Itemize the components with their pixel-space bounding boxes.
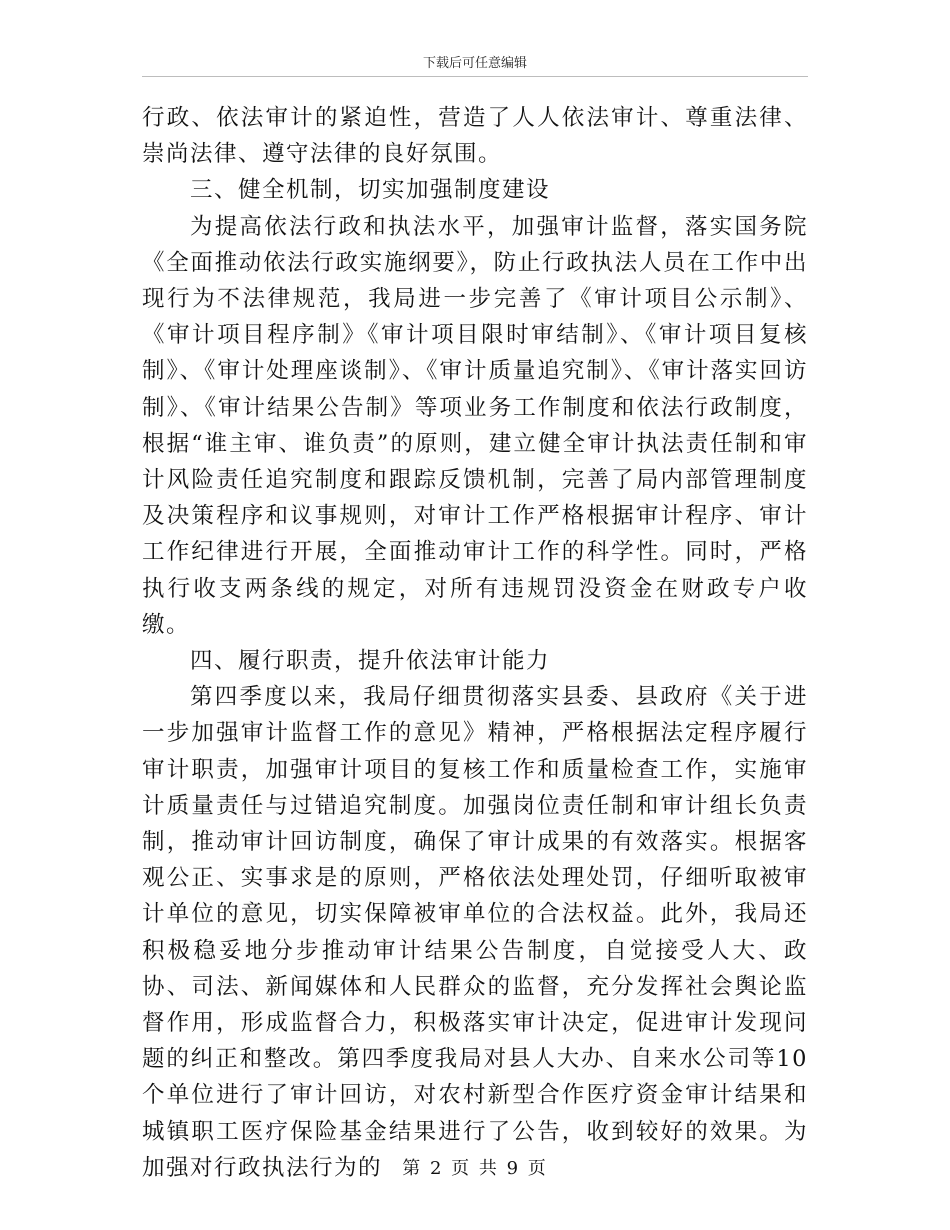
- paragraph-continuation: 行政、依法审计的紧迫性，营造了人人依法审计、尊重法律、崇尚法律、遵守法律的良好氛围。: [142, 105, 808, 168]
- paragraph-duties: 第四季度以来，我局仔细贯彻落实县委、县政府《关于进一步加强审计监督工作的意见》精神，严格根据法定程序履行审计职责，加强审计项目的复核工作和质量检查工作，实施审计质量责任与过错追究制度。加强岗位责任制和审计组长负责制，推动审计回访制度，确保了审计成果的有效落实。根据客观公正、实事求是的原则，严格依法处理处罚，仔细听取被审计单位的意见，切实保障被审单位的合法权益。此外，我局还积极稳妥地分步推动审计结果公告制度，自觉接受人大、政协、司法、新闻媒体和人民群众的监督，充分发挥社会舆论监督作用，形成监督合力，积极落实审计决定，促进审计发现问题的纠正和整改。第四季度我局对县人大办、自来水公司等10个单位进行了审计回访，对农村新型合作医疗资金审计结果和城镇职工医疗保险基金结果进行了公告，收到较好的效果。为加强对行政执法行为的: [142, 684, 808, 1181]
- section-heading-4: 四、履行职责，提升依法审计能力: [190, 648, 551, 675]
- paragraph-mechanism: 为提高依法行政和执法水平，加强审计监督，落实国务院《全面推动依法行政实施纲要》，防止行政执法人员在工作中出现行为不法律规范，我局进一步完善了《审计项目公示制》、《审计项目程序制》《审计项目限时审结制》、《审计项目复核制》、《审计处理座谈制》、《审计质量追究制》、《审计落实回访制》、《审计结果公告制》等项业务工作制度和依法行政制度，根据“谁主审、谁负责”的原则，建立健全审计执法责任制和审计风险责任追究制度和跟踪反馈机制，完善了局内部管理制度及决策程序和议事规则，对审计工作严格根据审计程序、审计工作纪律进行开展，全面推动审计工作的科学性。同时，严格执行收支两条线的规定，对所有违规罚没资金在财政专户收缴。: [142, 213, 808, 638]
- page-header: 下载后可任意编辑: [422, 56, 527, 71]
- document-body: [142, 100, 808, 1186]
- header-divider: [142, 76, 808, 77]
- section-heading-3: 三、健全机制，切实加强制度建设: [190, 177, 551, 204]
- page-number-footer: 第 2 页 共 9 页: [402, 1158, 548, 1179]
